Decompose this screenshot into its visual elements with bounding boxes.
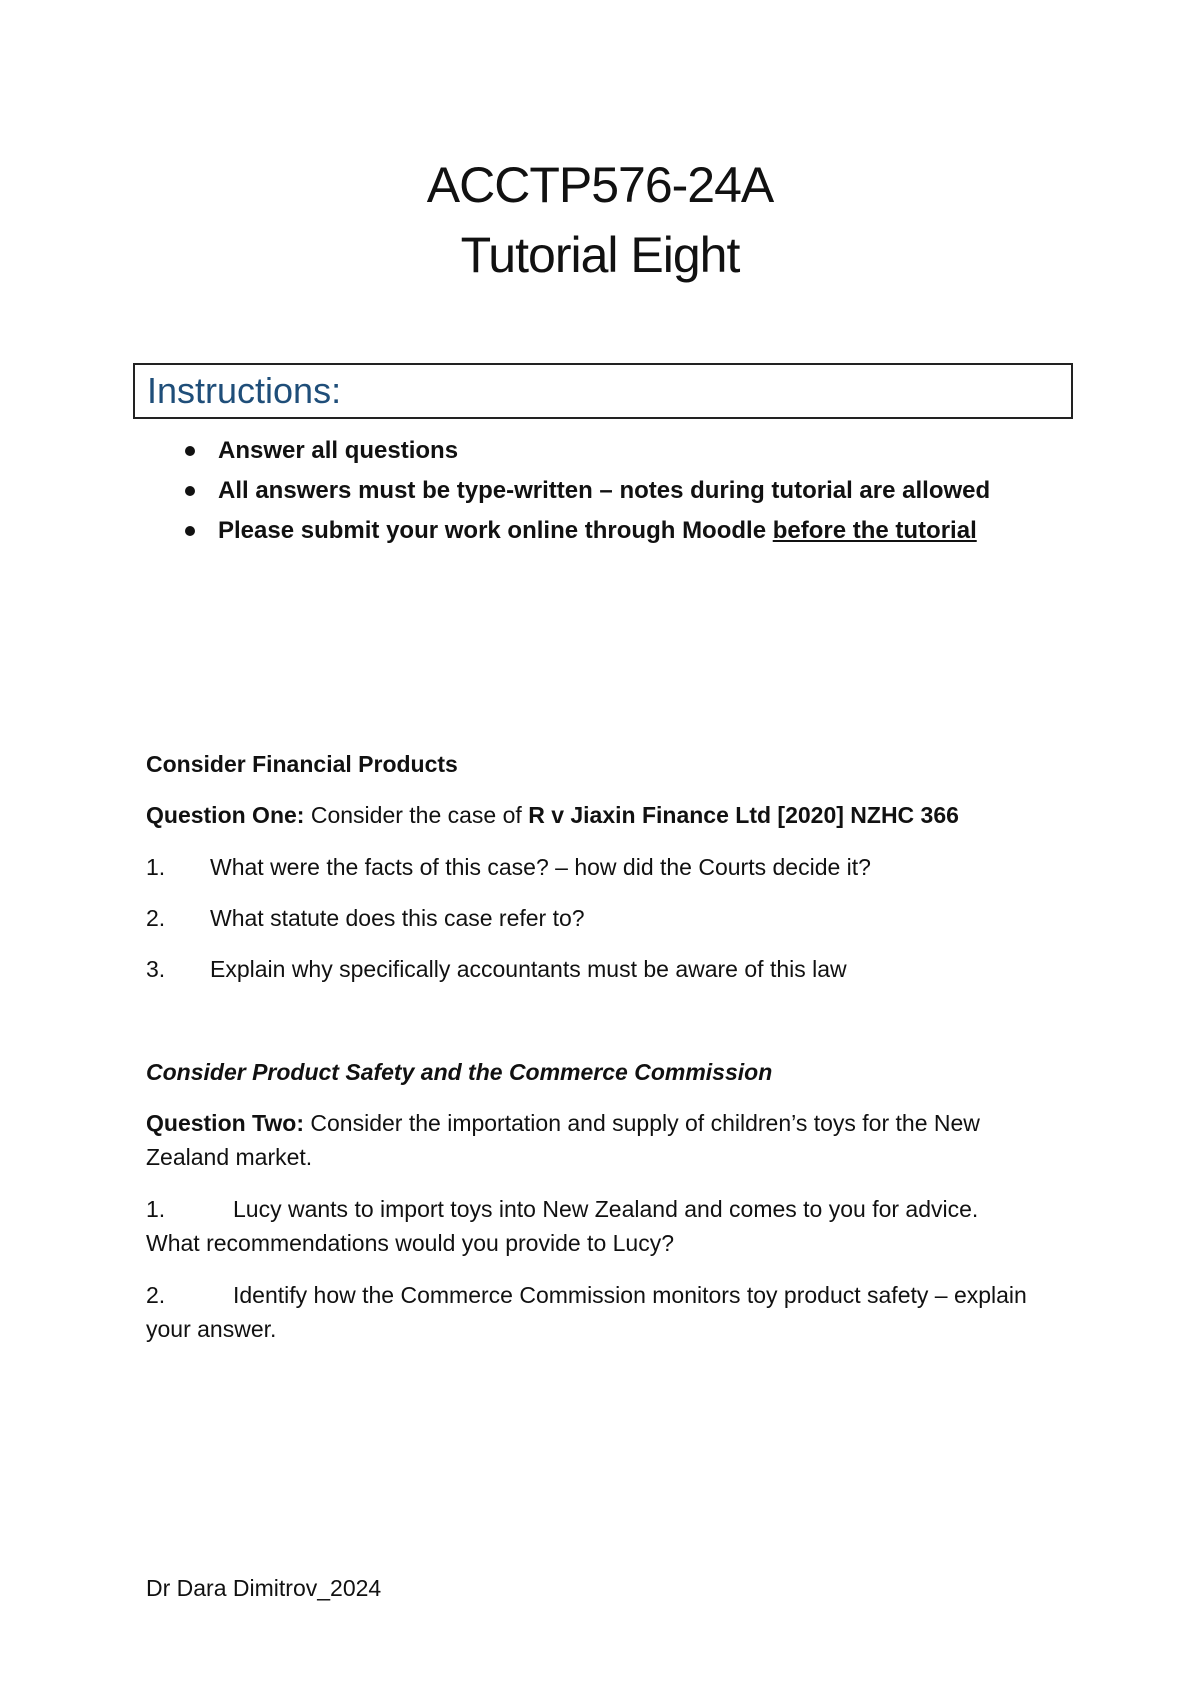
item-text: Explain why specifically accountants must be aware of this law (210, 956, 847, 982)
footer-author: Dr Dara Dimitrov_2024 (146, 1575, 382, 1601)
item-text: Identify how the Commerce Commission monitors toy product safety – explain your answer. (146, 1282, 1027, 1342)
document-title (0, 150, 1200, 290)
question-one-item (146, 850, 1066, 884)
instructions-list (185, 432, 1015, 552)
item-number: 2. (146, 1282, 166, 1308)
instruction-item (185, 432, 1015, 469)
case-name: R v Jiaxin Finance Ltd [2020] NZHC 366 (528, 802, 959, 828)
instructions-box (133, 363, 1073, 419)
item-text: Lucy wants to import toys into New Zealand and comes to you for advice. What recommendations would you provide to Lucy? (146, 1196, 979, 1256)
instruction-text: All answers must be type-written – notes during tutorial are allowed (218, 477, 991, 504)
question-two-text: Consider the importation and supply of children’s toys for the New Zealand market. (146, 1110, 980, 1170)
bullet-icon (185, 526, 195, 536)
question-two-label: Question Two: (146, 1110, 305, 1136)
question-one-label: Question One: (146, 802, 305, 828)
item-number: 3. (146, 956, 166, 982)
question-two (146, 1106, 1046, 1174)
question-one-item (146, 901, 1066, 935)
instruction-text: Please submit your work online through Moodle (218, 517, 773, 544)
section-heading-financial-products: Consider Financial Products (146, 751, 458, 777)
bullet-icon (185, 446, 195, 456)
section-heading-product-safety: Consider Product Safety and the Commerce Commission (146, 1059, 773, 1085)
question-two-item (146, 1278, 1056, 1346)
instruction-underlined-text: before the tutorial (772, 517, 977, 544)
item-text: What were the facts of this case? – how did the Courts decide it? (210, 854, 871, 880)
instruction-item (185, 472, 1015, 509)
bullet-icon (185, 486, 195, 496)
item-text: What statute does this case refer to? (210, 905, 585, 931)
course-code: ACCTP576-24A (426, 157, 774, 213)
question-one-text: Consider the case of (304, 802, 529, 828)
tutorial-title: Tutorial Eight (460, 227, 740, 283)
question-one-item (146, 952, 1066, 986)
instructions-heading: Instructions: (147, 370, 342, 411)
item-number: 1. (146, 854, 166, 880)
item-number: 1. (146, 1196, 166, 1222)
item-number: 2. (146, 905, 166, 931)
question-two-item (146, 1192, 1026, 1260)
question-one (146, 798, 1066, 832)
instruction-text: Answer all questions (218, 437, 459, 464)
instruction-item (185, 512, 1015, 549)
